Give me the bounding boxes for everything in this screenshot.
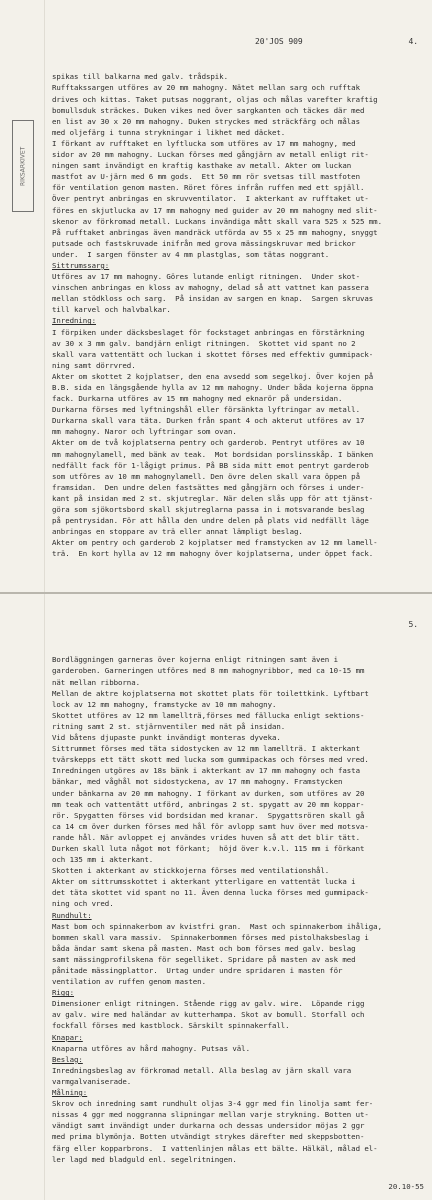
text-line: rande hål. När avloppet ej användes vrides huven så att det blir tätt. <box>52 832 360 842</box>
text-line: anbringas en stoppare av trä eller annat lämpligt beslag. <box>52 527 303 537</box>
text-line: Utföres av 17 mm mahogny. Göres lutande enligt ritningen. Under skot- <box>52 272 360 282</box>
text-line: ventilation av ruffen genom masten. <box>52 977 206 987</box>
text-line: pånitade mässingplattor. Urtag under undre spridaren i masten för <box>52 966 343 975</box>
text-line: Mellan de aktre kojplatserna mot skottet plats för toilettkink. Lyftbart <box>52 688 369 698</box>
text-line: vändigt samt invändigt under durkarna och dessas undersidor möjas 2 ggr <box>52 1121 365 1131</box>
text-line: mm mahogny. Naror och lyftringar som ovan. <box>52 427 237 437</box>
text-line: och 135 mm i akterkant. <box>52 855 154 865</box>
text-line: putsade och fastskruvade inifrån med grova mässingskruvar med brickor <box>52 238 356 248</box>
text-line: rör. Spygatten förses vid bordsidan med kranar. Spygattsrören skall gå <box>52 810 365 820</box>
text-line: Bordläggningen garneras över kojerna enligt ritningen samt även i <box>52 655 338 665</box>
section-heading: Beslag: <box>52 1054 83 1064</box>
text-line: På rufftaket anbringas även mandräck utförda av 55 x 25 mm mahogny, snyggt <box>52 227 378 237</box>
text-line: B.B. sida en längsgående hylla av 12 mm mahogny. Under båda kojerna öppna <box>52 383 374 392</box>
text-line: skall vara vattentätt och luckan i skottet förses med effektiv gummipack- <box>52 349 374 359</box>
text-line: som utföres av 10 mm mahognylamell. Den övre delen skall vara öppen på <box>52 471 360 481</box>
section-heading: Sittrumssarg: <box>52 260 110 270</box>
text-line: Akter om pentry och garderob 2 kojplatser med framstycken av 12 mm lamell- <box>52 538 378 548</box>
text-line: Akter om skottet 2 kojplatser, den ena avsedd som segelkoj. Över kojen på <box>52 371 374 381</box>
text-line: framsidan. Den undre delen fastsättes med gångjärn och förses i under- <box>52 482 365 492</box>
text-line: Skotten i akterkant av stickkojerna förses med ventilationshål. <box>52 866 330 876</box>
text-line: på pentrysidan. För att hålla den undre delen på plats vid nedfällt läge <box>52 516 369 526</box>
text-line: bänkar, med våghål mot sidostyckena, av 17 mm mahogny. Framstycken <box>52 777 343 787</box>
text-line: Mast bom och spinnakerbom av kvistfri gran. Mast och spinnakerbom ihåliga, <box>52 921 382 931</box>
text-line: båda ändar samt skena på masten. Mast och bom förses med galv. beslag <box>52 943 356 953</box>
text-line: nissas 4 ggr med noggranna slipningar mellan varje strykning. Botten ut- <box>52 1110 369 1120</box>
text-line: Över pentryt anbringas en skruvventilator. I akterkant av rufftaket ut- <box>52 194 369 204</box>
text-line: under bänkarna av 20 mm mahogny. I förkant av durken, som utföres av 20 <box>52 788 365 798</box>
page-number: 4. <box>408 37 418 47</box>
text-line: sidor av 20 mm mahogny. Luckan förses med gångjärn av metall enligt rit- <box>52 150 369 160</box>
page-date: 20'JOS 909 <box>255 37 303 47</box>
text-line: det täta skottet vid spant no 11. Även denna lucka förses med gummipack- <box>52 888 369 898</box>
text-line: Dimensioner enligt ritningen. Stående rigg av galv. wire. Löpande rigg <box>52 999 365 1009</box>
section-heading: Målning: <box>52 1088 88 1098</box>
text-line: Akter om sittrumsskottet i akterkant ytterligare en vattentät lucka i <box>52 877 356 887</box>
text-line: Skrov och inredning samt rundhult oljas 3-4 ggr med fin linolja samt fer- <box>52 1099 374 1109</box>
text-line: varmgalvaniserade. <box>52 1076 132 1086</box>
text-line: ningen samt invändigt en kraftig kasthake av metall. Akter om luckan <box>52 161 352 171</box>
page-five <box>0 597 432 1187</box>
text-line: Sittrummet förses med täta sidostycken av 12 mm lamellträ. I akterkant <box>52 744 360 754</box>
text-line: Rufftakssargen utföres av 20 mm mahogny. Nätet mellan sarg och rufftak <box>52 83 360 93</box>
section-heading: Rigg: <box>52 988 74 998</box>
text-line: drives och kittas. Taket putsas noggrant, oljas och målas varefter kraftig <box>52 94 378 104</box>
text-line: med prima blymönja. Botten utvändigt strykes därefter med skeppsbotten- <box>52 1132 365 1142</box>
text-line: mm mahognylamell, med bänk av teak. Mot bordsidan porslinsskåp. I bänken <box>52 449 374 459</box>
text-line: under. I sargen fönster av 4 mm plastglas, som tätas noggrant. <box>52 249 330 259</box>
text-line: för ventilation genom masten. Röret föres infrån ruffen med ett spjäll. <box>52 183 365 193</box>
text-line: mastfot av U-järn med 6 mm gods. Ett 50 mm rör svetsas till mastfoten <box>52 172 360 182</box>
text-line: Durkarna förses med lyftningshål eller försänkta lyftringar av metall. <box>52 405 360 415</box>
text-line: göra som sjökortsbord skall skjutreglarna passa in i motsvarande beslag <box>52 505 365 515</box>
text-line: garderoben. Garneringen utföres med 8 mm mahognyribbor, med ca 10-15 mm <box>52 666 365 676</box>
text-line: ritning samt 2 st. stjärnventiler med nät på insidan. <box>52 721 286 731</box>
text-line: nedfällt fack för 1-lågigt primus. På BB sida mitt emot pentryt garderob <box>52 460 369 470</box>
text-line: Inredningen utgöres av 18s bänk i akterkant av 17 mm mahogny och fasta <box>52 766 360 776</box>
page-body <box>52 71 426 559</box>
text-line: Inredningsbeslag av förkromad metall. Alla beslag av järn skall vara <box>52 1065 352 1075</box>
text-line: ning och vred. <box>52 899 114 909</box>
text-line: trä. En kort hylla av 12 mm mahogny över kojplatserna, under öppet fack. <box>52 549 374 559</box>
text-line: kant på insidan med 2 st. skjutreglar. När delen slås upp för att tjänst- <box>52 493 374 503</box>
text-line: av 30 x 3 mm galv. bandjärn enligt ritningen. Skottet vid spant no 2 <box>52 338 356 348</box>
text-line: I förpiken under däcksbeslaget för fockstaget anbringas en förstärkning <box>52 327 365 337</box>
text-line: fack. Durkarna utföres av 15 mm mahogny med eknarör på undersidan. <box>52 394 343 404</box>
page-header <box>52 36 426 49</box>
text-line: fockfall förses med kastblock. Särskilt spinnakerfall. <box>52 1021 290 1031</box>
text-line: spikas till balkarna med galv. trådspik. <box>52 72 228 82</box>
section-heading: Inredning: <box>52 316 96 326</box>
text-line: vinschen anbringas en kloss av mahogny, delad så att vattnet kan passera <box>52 283 369 293</box>
text-line: Vid båtens djupaste punkt invändigt monteras dyveka. <box>52 733 281 743</box>
text-line: ler lagd med bladguld enl. segelritningen. <box>52 1154 237 1164</box>
archive-stamp-text: RIKSARKIVET <box>19 146 27 186</box>
text-line: samt mässingprofilskena för segelliket. Spridare på masten av ask med <box>52 954 356 964</box>
footer-date: 20.10-55 <box>388 1182 424 1191</box>
page-divider <box>0 592 432 594</box>
page-header <box>52 619 426 632</box>
text-line: färg eller kopparbrons. I vattenlinjen målas ett bälte. Hälkäl, målad el- <box>52 1143 378 1153</box>
section-heading: Rundhult: <box>52 910 92 920</box>
text-line: skenor av förkromad metall. Luckans invändiga mått skall vara 525 x 525 mm. <box>52 216 382 226</box>
text-line: med oljefärg i tunna strykningar i likhet med däcket. <box>52 127 286 137</box>
text-line: Durkarna skall vara täta. Durken från spant 4 och akterut utföres av 17 <box>52 416 365 426</box>
text-line: av galv. wire med haländar av kutterhampa. Skot av bomull. Storfall och <box>52 1010 365 1020</box>
text-line: mellan stödkloss och sarg. På insidan av sargen en knap. Sargen skruvas <box>52 294 374 304</box>
text-line: till karvel och halvbalkar. <box>52 305 171 315</box>
text-line: tvärskepps ett tätt skott med lucka som gummipackas och förses med vred. <box>52 755 369 765</box>
text-line: Knaparna utföres av hård mahogny. Putsas väl. <box>52 1043 250 1053</box>
text-line: ning samt dörrvred. <box>52 360 136 370</box>
text-line: Durken skall luta något mot förkant; höjd över k.v.l. 115 mm i förkant <box>52 843 365 853</box>
text-line: bommen skall vara massiv. Spinnakerbommen förses med pistolhaksbeslag i <box>52 932 369 942</box>
text-line: bomullsduk sträckes. Duken vikes ned över sargkanten och täckes där med <box>52 105 365 115</box>
text-line: Skottet utföres av 12 mm lamellträ,förses med fällucka enligt sektions- <box>52 710 365 720</box>
page-four <box>0 14 432 582</box>
text-line: I förkant av rufftaket en lyftlucka som utföres av 17 mm mahogny, med <box>52 138 356 148</box>
section-heading: Knapar: <box>52 1032 83 1042</box>
text-line: en list av 30 x 20 mm mahogny. Duken stryckes med sträckfärg och målas <box>52 116 360 126</box>
page-body <box>52 654 426 1164</box>
page-number: 5. <box>408 620 418 630</box>
text-line: föres en skjutlucka av 17 mm mahogny med guider av 20 mm mahogny med slit- <box>52 205 378 215</box>
text-line: ca 14 cm över durken förses med hål för avlopp samt huv över med motsva- <box>52 821 369 831</box>
text-line: lock av 12 mm mahogny, framstycke av 10 mm mahogny. <box>52 699 277 709</box>
text-line: mm teak och vattentätt utförd, anbringas 2 st. spygatt av 20 mm koppar- <box>52 799 365 809</box>
text-line: nät mellan ribborna. <box>52 677 140 687</box>
text-line: Akter om de två kojplatserna pentry och garderob. Pentryt utföres av 10 <box>52 438 365 448</box>
